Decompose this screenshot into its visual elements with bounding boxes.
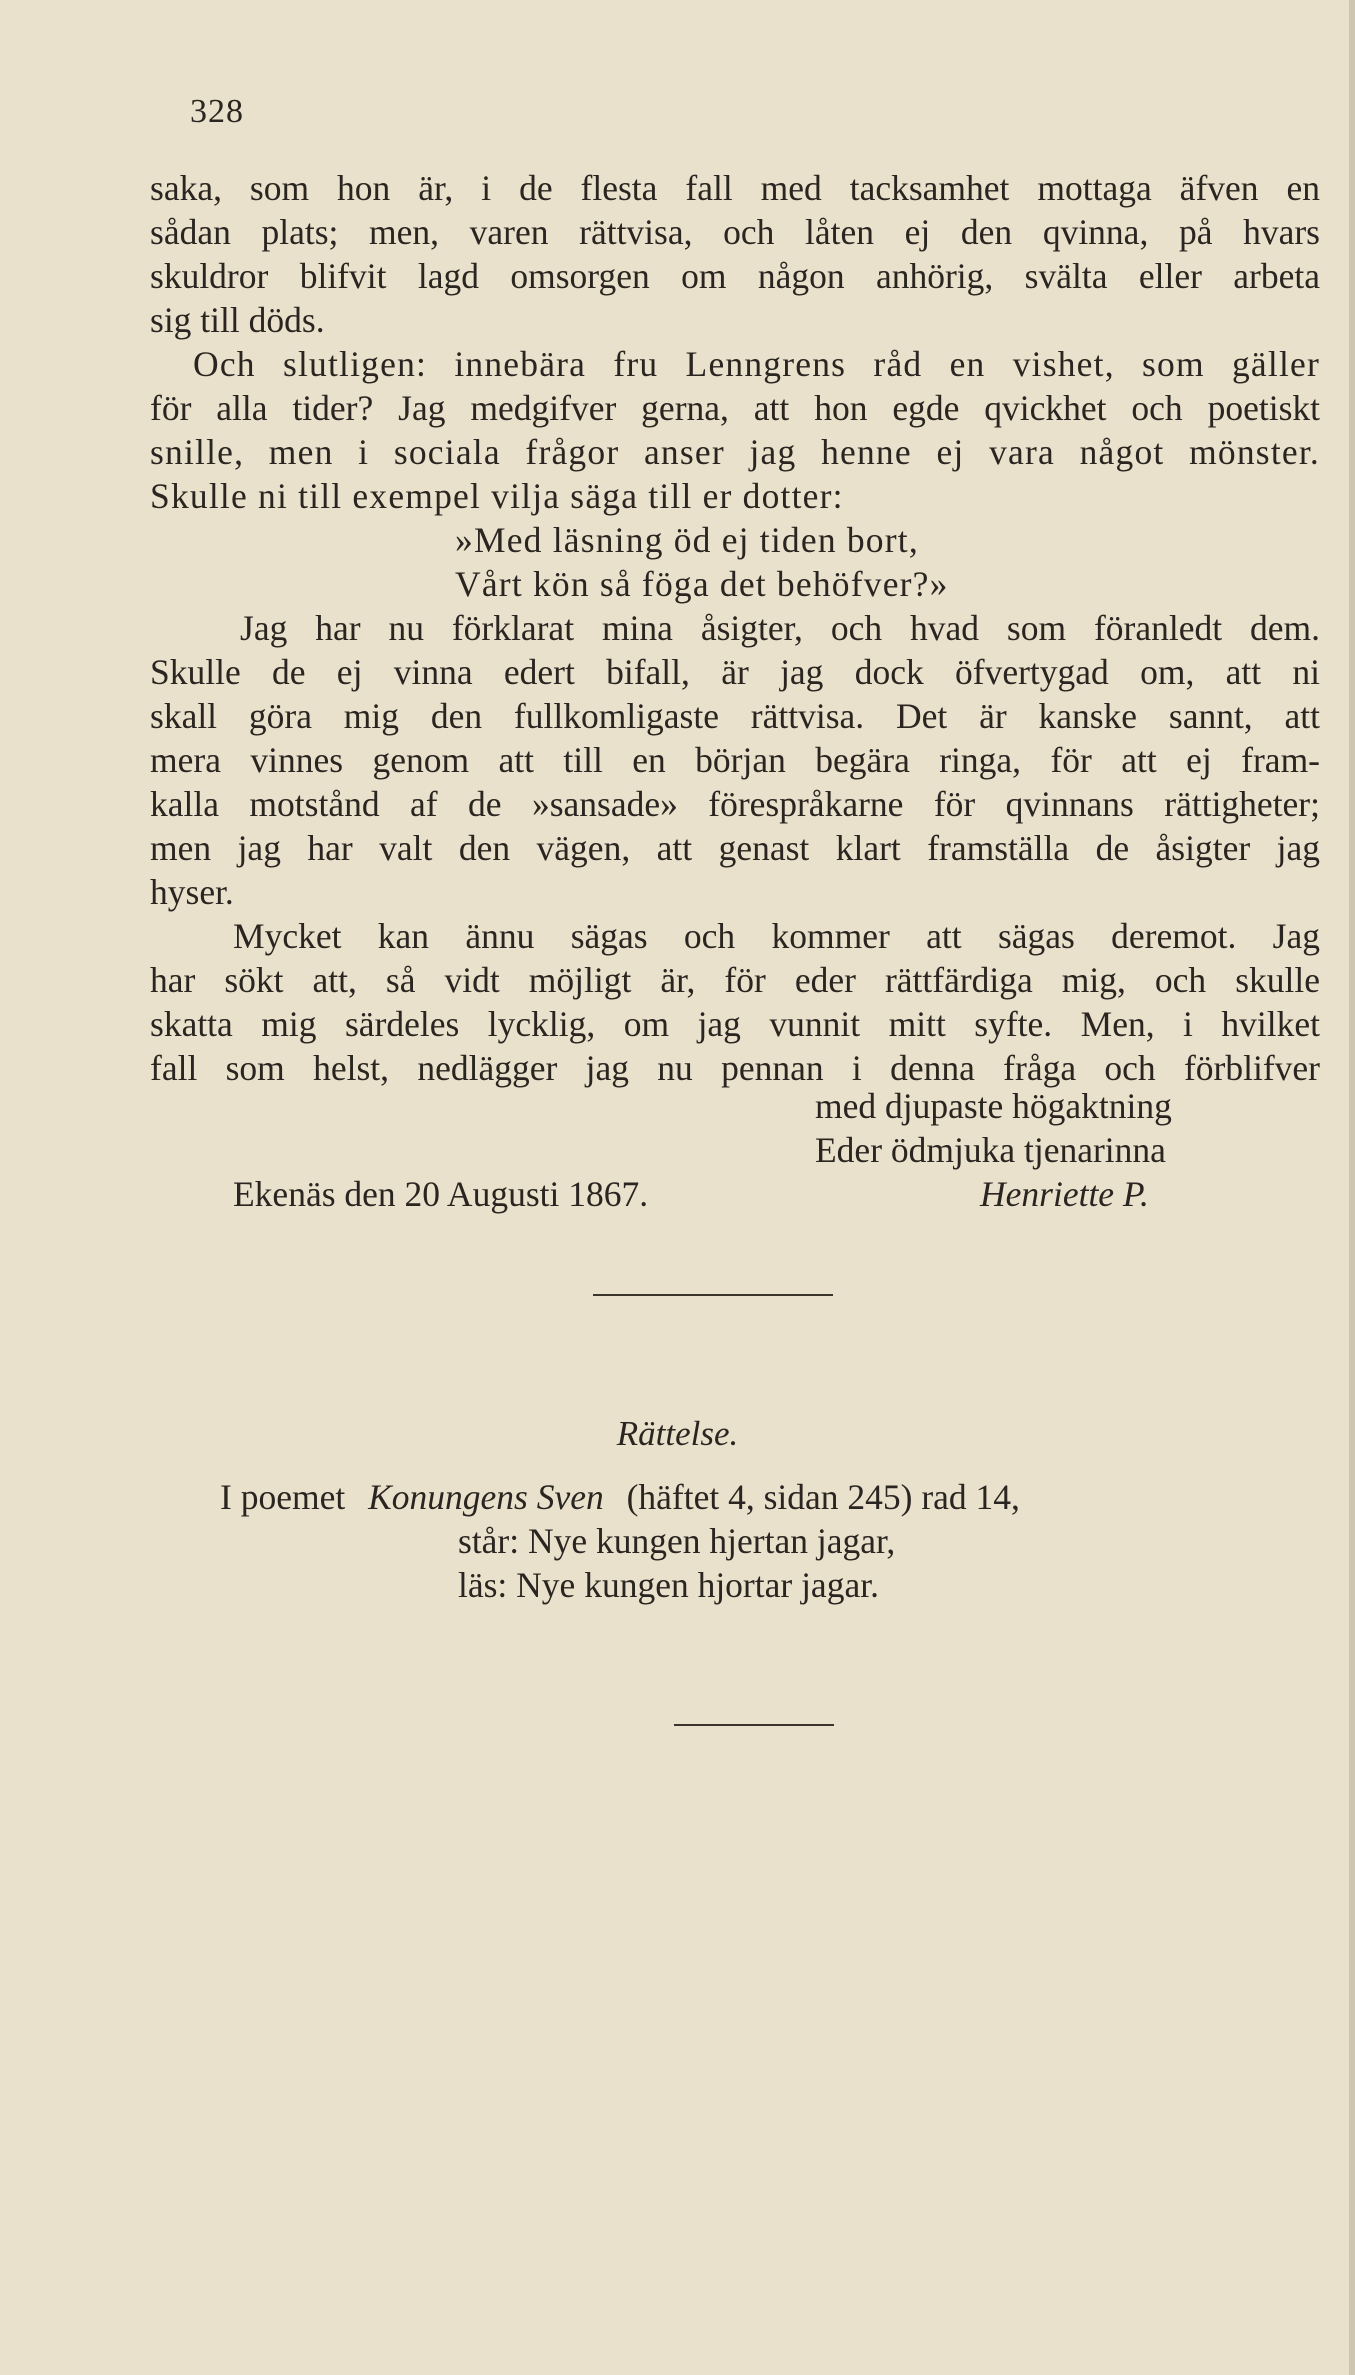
errata-prefix: I poemet — [220, 1477, 346, 1517]
text-line: har sökt att, så vidt möjligt är, för eder rättfärdiga mig, och skulle — [150, 960, 1320, 1000]
divider-rule — [593, 1294, 833, 1296]
text-line: för alla tider? Jag medgifver gerna, att hon egde qvickhet och poetiskt — [150, 388, 1320, 428]
errata-line: läs: Nye kungen hjortar jagar. — [458, 1565, 879, 1605]
closing-line: med djupaste högaktning — [815, 1086, 1172, 1126]
text-line: snille, men i sociala frågor anser jag henne ej vara något mönster. — [150, 432, 1320, 472]
quote-line: »Med läsning öd ej tiden bort, — [455, 520, 919, 560]
closing-line: Eder ödmjuka tjenarinna — [815, 1130, 1166, 1170]
text-line: sådan plats; men, varen rättvisa, och låten ej den qvinna, på hvars — [150, 212, 1320, 252]
errata-suffix: (häftet 4, sidan 245) rad 14, — [626, 1477, 1020, 1517]
errata-poem-title: Konungens Sven — [368, 1477, 604, 1517]
text-line: Och slutligen: innebära fru Lenngrens råd en vishet, som gäller — [193, 344, 1320, 384]
divider-rule — [674, 1724, 834, 1726]
dateline: Ekenäs den 20 Augusti 1867. — [233, 1174, 649, 1214]
text-line: saka, som hon är, i de flesta fall med tacksamhet mottaga äfven en — [150, 168, 1320, 208]
text-line: skatta mig särdeles lycklig, om jag vunnit mitt syfte. Men, i hvilket — [150, 1004, 1320, 1044]
errata-line — [220, 1475, 1020, 1519]
text-line: hyser. — [150, 872, 234, 912]
quote-line: Vårt kön så föga det behöfver?» — [455, 564, 949, 604]
text-line: skall göra mig den fullkomligaste rättvisa. Det är kanske sannt, att — [150, 696, 1320, 736]
text-line: men jag har valt den vägen, att genast klart framställa de åsigter jag — [150, 828, 1320, 868]
page-edge — [1349, 0, 1355, 2375]
text-line: sig till döds. — [150, 300, 325, 340]
text-line: skuldror blifvit lagd omsorgen om någon anhörig, svälta eller arbeta — [150, 256, 1320, 296]
text-line: Mycket kan ännu sägas och kommer att sägas deremot. Jag — [233, 916, 1320, 956]
text-line: fall som helst, nedlägger jag nu pennan i denna fråga och förblifver — [150, 1048, 1320, 1088]
text-line: kalla motstånd af de »sansade» förespråkarne för qvinnans rättigheter; — [150, 784, 1320, 824]
errata-heading: Rättelse. — [616, 1414, 739, 1453]
errata-line: står: Nye kungen hjertan jagar, — [458, 1521, 896, 1561]
text-line: mera vinnes genom att till en början begära ringa, för att ej fram- — [150, 740, 1320, 780]
text-line: Skulle de ej vinna edert bifall, är jag dock öfvertygad om, att ni — [150, 652, 1320, 692]
text-line: Jag har nu förklarat mina åsigter, och hvad som föranledt dem. — [240, 608, 1320, 648]
text-line: Skulle ni till exempel vilja säga till er dotter: — [150, 476, 844, 516]
signature: Henriette P. — [980, 1174, 1149, 1214]
page-number: 328 — [190, 93, 244, 130]
